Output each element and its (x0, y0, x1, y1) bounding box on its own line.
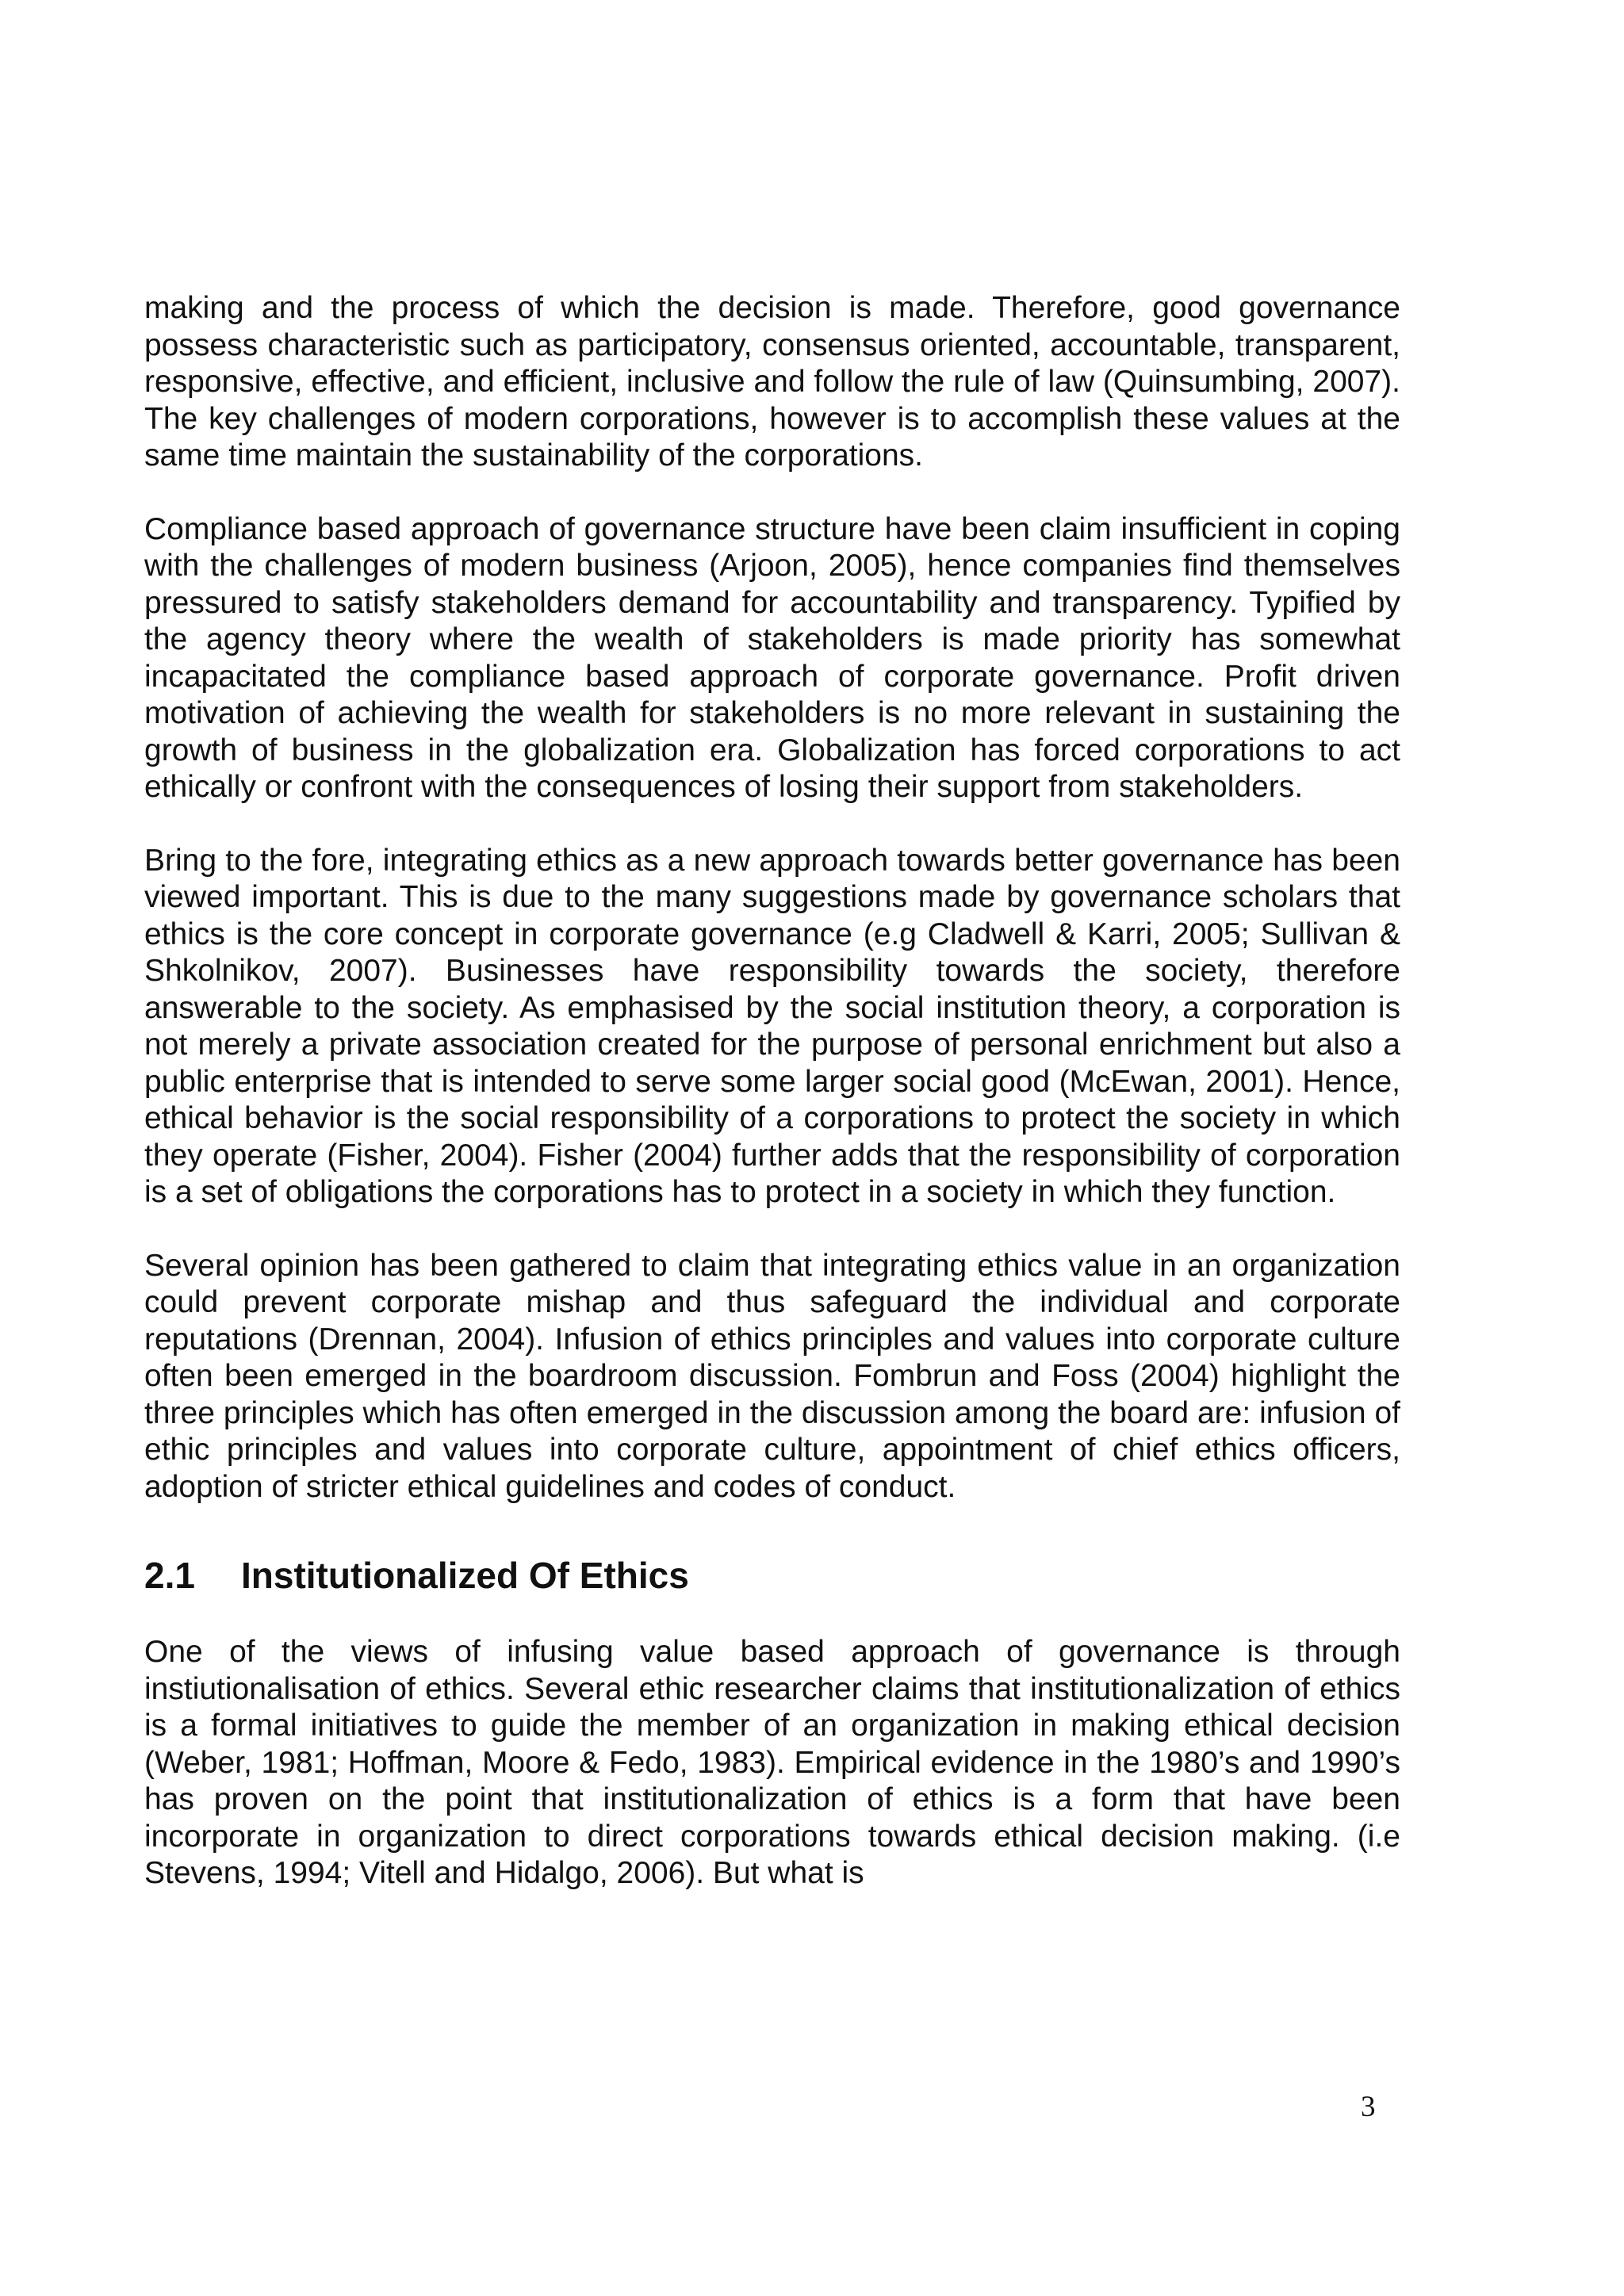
page-body (144, 290, 1400, 1929)
section-number: 2.1 (144, 1555, 195, 1596)
paragraph-integrating-ethics: Bring to the fore, integrating ethics as a new approach towards better governance has been viewed important. This is due to the many suggestions made by governance scholars that ethics is the core concept in corporate governance (e.g Cladwell & Karri, 2005; Sullivan & Shkolnikov, 2007). Businesses have responsibility towards the society, therefore answerable to the society. As emphasised by the social institution theory, a corporation is not merely a private association created for the purpose of personal enrichment but also a public enterprise that is intended to serve some larger social good (McEwan, 2001). Hence, ethical behavior is the social responsibility of a corporations to protect the society in which they operate (Fisher, 2004). Fisher (2004) further adds that the responsibility of corporation is a set of obligations the corporations has to protect in a society in which they function. (144, 843, 1400, 1209)
section-heading (144, 1553, 1400, 1598)
section-title: Institutionalized Of Ethics (241, 1555, 689, 1596)
paragraph-compliance-approach: Compliance based approach of governance structure have been claim insufficient in coping with the challenges of modern business (Arjoon, 2005), hence companies find themselves pressured to satisfy stakeholders demand for accountability and transparency. Typified by the agency theory where the wealth of stakeholders is made priority has somewhat incapacitated the compliance based approach of corporate governance. Profit driven motivation of achieving the wealth for stakeholders is no more relevant in sustaining the growth of business in the globalization era. Globalization has forced corporations to act ethically or confront with the consequences of losing their support from stakeholders. (144, 511, 1400, 804)
page-number: 3 (1361, 2091, 1376, 2123)
paragraph-governance-characteristics: making and the process of which the decision is made. Therefore, good governance possess characteristic such as participatory, consensus oriented, accountable, transparent, responsive, effective, and efficient, inclusive and follow the rule of law (Quinsumbing, 2007). The key challenges of modern corporations, however is to accomplish these values at the same time maintain the sustainability of the corporations. (144, 291, 1400, 473)
paragraph-ethics-value-opinion: Several opinion has been gathered to claim that integrating ethics value in an organization could prevent corporate mishap and thus safeguard the individual and corporate reputations (Drennan, 2004). Infusion of ethics principles and values into corporate culture often been emerged in the boardroom discussion. Fombrun and Foss (2004) highlight the three principles which has often emerged in the discussion among the board are: infusion of ethic principles and values into corporate culture, appointment of chief ethics officers, adoption of stricter ethical guidelines and codes of conduct. (144, 1248, 1400, 1504)
paragraph-institutionalization: One of the views of infusing value based approach of governance is through instiutionalisation of ethics. Several ethic researcher claims that institutionalization of ethics is a formal initiatives to guide the member of an organization in making ethical decision (Weber, 1981; Hoffman, Moore & Fedo, 1983). Empirical evidence in the 1980’s and 1990’s has proven on the point that institutionalization of ethics is a form that have been incorporate in organization to direct corporations towards ethical decision making. (i.e Stevens, 1994; Vitell and Hidalgo, 2006). But what is (144, 1635, 1400, 1890)
